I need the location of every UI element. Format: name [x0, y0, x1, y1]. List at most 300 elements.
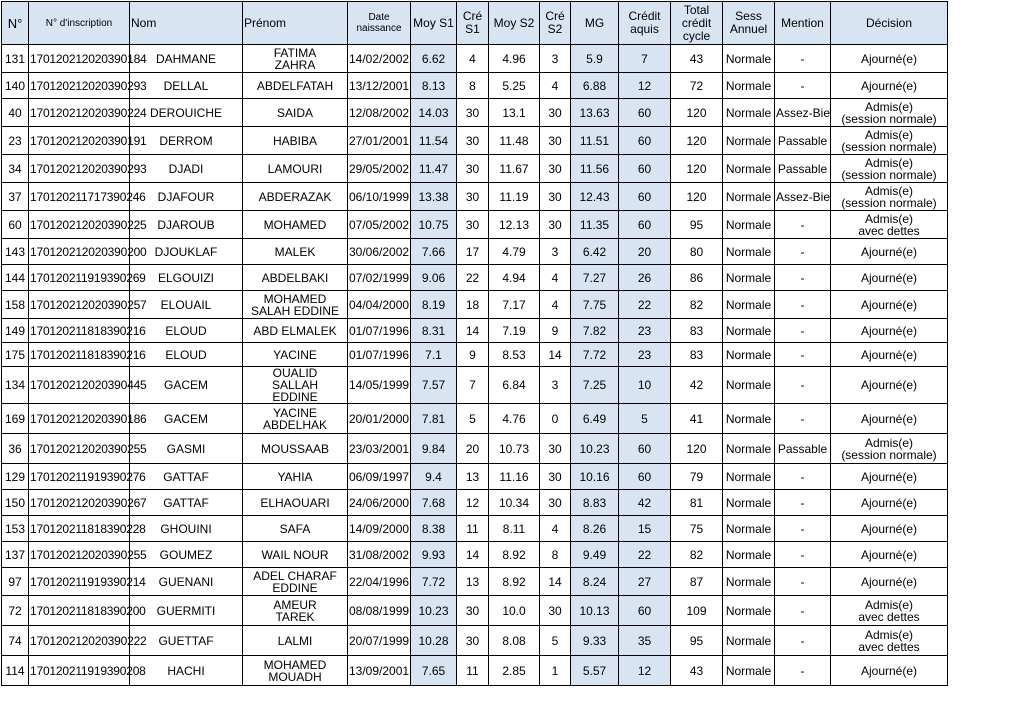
- cell-inscription: 170120212020390184: [29, 45, 130, 73]
- cell-num: 149: [2, 319, 29, 343]
- cell-prenom-line: ABDELBAKI: [261, 270, 329, 285]
- cell-moy-s1: 11.54: [411, 127, 457, 155]
- cell-cre-s1: 20: [457, 434, 489, 464]
- cell-credit-acquis: 42: [619, 490, 671, 516]
- cell-mg: 7.72: [571, 343, 619, 367]
- cell-credit-acquis: 27: [619, 568, 671, 596]
- cell-mention: Passable: [775, 434, 831, 464]
- cell-moy-s1: 7.68: [411, 490, 457, 516]
- cell-prenom-line: LALMI: [277, 633, 313, 648]
- cell-inscription: 170120212020390200: [29, 239, 130, 265]
- cell-nom: GACEM: [130, 404, 243, 434]
- cell-prenom-line: WAIL NOUR: [261, 547, 329, 562]
- cell-decision: [831, 319, 948, 343]
- cell-prenom-line: OUALID: [272, 366, 318, 380]
- cell-moy-s2: 11.16: [489, 464, 540, 490]
- cell-prenom: [243, 434, 348, 464]
- cell-session: Normale: [723, 404, 775, 434]
- cell-dob: 20/01/2000: [348, 404, 411, 434]
- cell-nom: DEROUICHE: [130, 99, 243, 127]
- cell-moy-s1: 7.57: [411, 367, 457, 404]
- cell-moy-s2: 10.34: [489, 490, 540, 516]
- cell-credit-acquis: 60: [619, 99, 671, 127]
- cell-total-credit: 75: [671, 516, 723, 542]
- table-row: [2, 319, 948, 343]
- cell-total-credit: 95: [671, 626, 723, 656]
- cell-mg: 9.49: [571, 542, 619, 568]
- cell-num: 134: [2, 367, 29, 404]
- cell-decision-line: Admis(e): [864, 435, 913, 450]
- cell-num: 34: [2, 155, 29, 183]
- cell-cre-s2: 5: [540, 626, 571, 656]
- cell-moy-s1: 10.75: [411, 211, 457, 239]
- cell-cre-s1: 7: [457, 367, 489, 404]
- cell-nom: GOUMEZ: [130, 542, 243, 568]
- cell-moy-s2: 8.11: [489, 516, 540, 542]
- cell-credit-acquis: 60: [619, 464, 671, 490]
- cell-mention: -: [775, 343, 831, 367]
- table-row: [2, 211, 948, 239]
- cell-cre-s2: 3: [540, 367, 571, 404]
- cell-session: Normale: [723, 343, 775, 367]
- cell-cre-s1: 30: [457, 155, 489, 183]
- cell-moy-s2: 12.13: [489, 211, 540, 239]
- cell-nom: ELOUAIL: [130, 291, 243, 319]
- table-row: [2, 464, 948, 490]
- cell-prenom-line: ABDELHAK: [262, 417, 328, 432]
- table-row: [2, 596, 948, 626]
- cell-mention: -: [775, 596, 831, 626]
- cell-prenom-line: ABDELFATAH: [256, 78, 334, 93]
- table-row: [2, 265, 948, 291]
- cell-decision-line: Ajourné(e): [860, 574, 918, 589]
- cell-nom: ELOUD: [130, 343, 243, 367]
- cell-decision: [831, 127, 948, 155]
- cell-decision: [831, 542, 948, 568]
- cell-decision: [831, 490, 948, 516]
- cell-total-credit: 120: [671, 155, 723, 183]
- cell-mg: 8.83: [571, 490, 619, 516]
- cell-session: Normale: [723, 367, 775, 404]
- cell-dob: 04/04/2000: [348, 291, 411, 319]
- cell-credit-acquis: 20: [619, 239, 671, 265]
- cell-session: Normale: [723, 211, 775, 239]
- cell-moy-s2: 4.76: [489, 404, 540, 434]
- cell-decision: [831, 656, 948, 686]
- cell-credit-acquis: 26: [619, 265, 671, 291]
- cell-inscription: 170120211919390269: [29, 265, 130, 291]
- cell-decision: [831, 155, 948, 183]
- cell-decision-line: Ajourné(e): [860, 347, 918, 362]
- cell-decision-line: Ajourné(e): [860, 51, 918, 66]
- cell-moy-s2: 7.17: [489, 291, 540, 319]
- cell-nom: GHOUINI: [130, 516, 243, 542]
- cell-moy-s2: 10.73: [489, 434, 540, 464]
- cell-credit-acquis: 35: [619, 626, 671, 656]
- cell-cre-s2: 1: [540, 656, 571, 686]
- col-credit-acquis-header: Crédit aquis: [619, 2, 671, 45]
- cell-moy-s1: 7.66: [411, 239, 457, 265]
- cell-prenom: [243, 265, 348, 291]
- col-moy-s1-header: Moy S1: [411, 2, 457, 45]
- cell-mention: Passable: [775, 155, 831, 183]
- cell-decision: [831, 516, 948, 542]
- cell-cre-s1: 4: [457, 45, 489, 73]
- cell-total-credit: 109: [671, 596, 723, 626]
- cell-session: Normale: [723, 45, 775, 73]
- cell-prenom: [243, 516, 348, 542]
- cell-mention: -: [775, 319, 831, 343]
- cell-cre-s1: 18: [457, 291, 489, 319]
- cell-mg: 10.16: [571, 464, 619, 490]
- cell-num: 40: [2, 99, 29, 127]
- cell-moy-s2: 8.08: [489, 626, 540, 656]
- table-row: [2, 490, 948, 516]
- cell-moy-s2: 4.96: [489, 45, 540, 73]
- cell-session: Normale: [723, 626, 775, 656]
- cell-decision: [831, 265, 948, 291]
- cell-mg: 5.57: [571, 656, 619, 686]
- cell-num: 97: [2, 568, 29, 596]
- cell-prenom-line: SAFA: [279, 521, 311, 536]
- cell-prenom-line: ZAHRA: [274, 57, 316, 72]
- cell-nom: HACHI: [130, 656, 243, 686]
- cell-inscription: 170120211919390214: [29, 568, 130, 596]
- cell-prenom-line: HABIBA: [272, 133, 317, 148]
- cell-session: Normale: [723, 490, 775, 516]
- cell-decision-line: Ajourné(e): [860, 323, 918, 338]
- cell-prenom: [243, 596, 348, 626]
- cell-dob: 23/03/2001: [348, 434, 411, 464]
- cell-inscription: 170120212020390267: [29, 490, 130, 516]
- cell-num: 140: [2, 73, 29, 99]
- cell-mg: 11.35: [571, 211, 619, 239]
- cell-moy-s1: 7.1: [411, 343, 457, 367]
- cell-mg: 10.13: [571, 596, 619, 626]
- table-row: [2, 45, 948, 73]
- cell-moy-s2: 4.79: [489, 239, 540, 265]
- cell-mention: Passable: [775, 127, 831, 155]
- cell-nom: GASMI: [130, 434, 243, 464]
- table-row: [2, 73, 948, 99]
- cell-moy-s1: 10.28: [411, 626, 457, 656]
- cell-prenom-line: SALLAH: [271, 378, 319, 392]
- cell-decision-line: Admis(e): [864, 183, 913, 198]
- cell-session: Normale: [723, 596, 775, 626]
- cell-dob: 06/10/1999: [348, 183, 411, 211]
- table-row: [2, 155, 948, 183]
- cell-prenom-line: MOUSSAAB: [260, 441, 329, 456]
- cell-decision-line: Ajourné(e): [860, 469, 918, 484]
- cell-decision: [831, 568, 948, 596]
- cell-cre-s2: 14: [540, 343, 571, 367]
- cell-session: Normale: [723, 516, 775, 542]
- cell-nom: GUENANI: [130, 568, 243, 596]
- cell-decision-line: (session normale): [841, 167, 937, 182]
- cell-decision: [831, 291, 948, 319]
- cell-prenom-line: ELHAOUARI: [260, 495, 330, 510]
- cell-cre-s1: 9: [457, 343, 489, 367]
- cell-dob: 14/09/2000: [348, 516, 411, 542]
- cell-num: 158: [2, 291, 29, 319]
- cell-num: 74: [2, 626, 29, 656]
- cell-inscription: 170120211818390216: [29, 343, 130, 367]
- cell-credit-acquis: 60: [619, 211, 671, 239]
- cell-inscription: 170120212020390293: [29, 155, 130, 183]
- cell-mg: 7.27: [571, 265, 619, 291]
- cell-inscription: 170120212020390186: [29, 404, 130, 434]
- cell-credit-acquis: 5: [619, 404, 671, 434]
- cell-mg: 9.33: [571, 626, 619, 656]
- cell-num: 150: [2, 490, 29, 516]
- cell-moy-s1: 7.81: [411, 404, 457, 434]
- table-row: [2, 404, 948, 434]
- cell-decision-line: Ajourné(e): [860, 270, 918, 285]
- cell-mention: -: [775, 568, 831, 596]
- cell-dob: 07/05/2002: [348, 211, 411, 239]
- cell-decision-line: Ajourné(e): [860, 78, 918, 93]
- cell-prenom-line: MALEK: [274, 244, 316, 259]
- cell-decision-line: Admis(e): [864, 627, 913, 642]
- cell-mention: -: [775, 265, 831, 291]
- cell-prenom-line: MOHAMED: [263, 291, 327, 306]
- cell-moy-s1: 9.06: [411, 265, 457, 291]
- cell-num: 60: [2, 211, 29, 239]
- cell-decision: [831, 367, 948, 404]
- cell-total-credit: 82: [671, 291, 723, 319]
- cell-session: Normale: [723, 73, 775, 99]
- cell-moy-s2: 8.92: [489, 542, 540, 568]
- cell-decision-line: (session normale): [841, 447, 937, 462]
- cell-prenom: [243, 490, 348, 516]
- cell-decision-line: avec dettes: [858, 223, 920, 238]
- cell-total-credit: 43: [671, 656, 723, 686]
- cell-num: 153: [2, 516, 29, 542]
- cell-inscription: 170120212020390224: [29, 99, 130, 127]
- cell-credit-acquis: 23: [619, 319, 671, 343]
- cell-session: Normale: [723, 239, 775, 265]
- cell-num: 114: [2, 656, 29, 686]
- cell-inscription: 170120211919390276: [29, 464, 130, 490]
- cell-credit-acquis: 12: [619, 656, 671, 686]
- cell-prenom: [243, 464, 348, 490]
- table-row: [2, 367, 948, 404]
- cell-dob: 14/05/1999: [348, 367, 411, 404]
- cell-cre-s1: 30: [457, 626, 489, 656]
- cell-session: Normale: [723, 99, 775, 127]
- cell-decision-line: (session normale): [841, 111, 937, 126]
- cell-moy-s1: 7.72: [411, 568, 457, 596]
- cell-cre-s2: 30: [540, 155, 571, 183]
- cell-decision-line: Ajourné(e): [860, 244, 918, 259]
- cell-mg: 7.25: [571, 367, 619, 404]
- cell-cre-s2: 4: [540, 73, 571, 99]
- cell-cre-s1: 11: [457, 516, 489, 542]
- cell-cre-s1: 8: [457, 73, 489, 99]
- cell-session: Normale: [723, 464, 775, 490]
- cell-prenom: [243, 99, 348, 127]
- cell-cre-s2: 4: [540, 291, 571, 319]
- cell-mention: Assez-Bie: [775, 99, 831, 127]
- cell-prenom-line: ABD ELMALEK: [253, 323, 337, 338]
- cell-credit-acquis: 23: [619, 343, 671, 367]
- cell-prenom: [243, 404, 348, 434]
- cell-inscription: 170120212020390255: [29, 542, 130, 568]
- cell-prenom-line: LAMOURI: [267, 161, 323, 176]
- cell-inscription: 170120211818390200: [29, 596, 130, 626]
- cell-dob: 06/09/1997: [348, 464, 411, 490]
- cell-cre-s1: 17: [457, 239, 489, 265]
- cell-credit-acquis: 10: [619, 367, 671, 404]
- cell-total-credit: 80: [671, 239, 723, 265]
- cell-credit-acquis: 60: [619, 596, 671, 626]
- cell-mention: -: [775, 490, 831, 516]
- cell-total-credit: 42: [671, 367, 723, 404]
- cell-total-credit: 83: [671, 319, 723, 343]
- cell-credit-acquis: 12: [619, 73, 671, 99]
- results-table: [1, 1, 948, 686]
- cell-num: 144: [2, 265, 29, 291]
- cell-nom: DAHMANE: [130, 45, 243, 73]
- cell-inscription: 170120212020390255: [29, 434, 130, 464]
- cell-total-credit: 41: [671, 404, 723, 434]
- table-row: [2, 516, 948, 542]
- cell-moy-s2: 11.19: [489, 183, 540, 211]
- table-row: [2, 239, 948, 265]
- cell-moy-s2: 8.53: [489, 343, 540, 367]
- cell-decision-line: (session normale): [841, 139, 937, 154]
- cell-session: Normale: [723, 291, 775, 319]
- cell-mg: 7.82: [571, 319, 619, 343]
- cell-dob: 30/06/2002: [348, 239, 411, 265]
- col-moy-s2-header: Moy S2: [489, 2, 540, 45]
- col-mention-header: Mention: [775, 2, 831, 45]
- cell-num: 129: [2, 464, 29, 490]
- cell-mention: -: [775, 45, 831, 73]
- cell-decision-line: Ajourné(e): [860, 495, 918, 510]
- cell-decision-line: Ajourné(e): [860, 378, 918, 392]
- cell-cre-s1: 13: [457, 568, 489, 596]
- cell-nom: ELGOUIZI: [130, 265, 243, 291]
- cell-nom: DJAROUB: [130, 211, 243, 239]
- cell-cre-s2: 30: [540, 596, 571, 626]
- cell-moy-s2: 7.19: [489, 319, 540, 343]
- cell-prenom-line: EDDINE: [272, 580, 318, 595]
- cell-dob: 08/08/1999: [348, 596, 411, 626]
- col-prenom-header: Prénom: [243, 2, 348, 45]
- cell-prenom: [243, 155, 348, 183]
- cell-decision: [831, 464, 948, 490]
- cell-mg: 6.49: [571, 404, 619, 434]
- col-decision-header: Décision: [831, 2, 948, 45]
- cell-moy-s1: 8.19: [411, 291, 457, 319]
- cell-cre-s1: 13: [457, 464, 489, 490]
- cell-moy-s1: 9.84: [411, 434, 457, 464]
- cell-prenom: [243, 343, 348, 367]
- cell-moy-s1: 11.47: [411, 155, 457, 183]
- cell-moy-s1: 8.13: [411, 73, 457, 99]
- cell-decision: [831, 183, 948, 211]
- cell-credit-acquis: 22: [619, 291, 671, 319]
- cell-credit-acquis: 15: [619, 516, 671, 542]
- table-row: [2, 99, 948, 127]
- table-row: [2, 626, 948, 656]
- cell-moy-s1: 13.38: [411, 183, 457, 211]
- cell-prenom-line: AMEUR: [273, 597, 317, 612]
- table-row: [2, 183, 948, 211]
- cell-total-credit: 120: [671, 99, 723, 127]
- cell-decision-line: Ajourné(e): [860, 521, 918, 536]
- cell-moy-s1: 6.62: [411, 45, 457, 73]
- cell-decision-line: Admis(e): [864, 155, 913, 170]
- cell-dob: 13/12/2001: [348, 73, 411, 99]
- cell-mention: -: [775, 626, 831, 656]
- cell-decision-line: (session normale): [841, 195, 937, 210]
- cell-session: Normale: [723, 568, 775, 596]
- cell-decision: [831, 73, 948, 99]
- cell-moy-s1: 8.38: [411, 516, 457, 542]
- cell-session: Normale: [723, 434, 775, 464]
- cell-nom: ELOUD: [130, 319, 243, 343]
- cell-decision-line: Ajourné(e): [860, 411, 918, 426]
- cell-moy-s2: 13.1: [489, 99, 540, 127]
- cell-session: Normale: [723, 265, 775, 291]
- cell-moy-s1: 10.23: [411, 596, 457, 626]
- cell-num: 143: [2, 239, 29, 265]
- cell-moy-s2: 5.25: [489, 73, 540, 99]
- cell-prenom-line: ADEL CHARAF: [253, 568, 337, 583]
- header-row: [2, 2, 948, 45]
- cell-cre-s2: 3: [540, 239, 571, 265]
- cell-inscription: 170120212020390293: [29, 73, 130, 99]
- cell-mention: -: [775, 404, 831, 434]
- cell-mention: -: [775, 211, 831, 239]
- cell-dob: 22/04/1996: [348, 568, 411, 596]
- cell-prenom: [243, 73, 348, 99]
- cell-inscription: 170120211919390208: [29, 656, 130, 686]
- cell-total-credit: 83: [671, 343, 723, 367]
- table-row: [2, 343, 948, 367]
- cell-inscription: 170120212020390257: [29, 291, 130, 319]
- cell-prenom: [243, 367, 348, 404]
- cell-dob: 14/02/2002: [348, 45, 411, 73]
- cell-session: Normale: [723, 542, 775, 568]
- cell-nom: GATTAF: [130, 490, 243, 516]
- cell-decision: [831, 99, 948, 127]
- cell-mg: 7.75: [571, 291, 619, 319]
- cell-dob: 31/08/2002: [348, 542, 411, 568]
- cell-decision-line: Ajourné(e): [860, 297, 918, 312]
- col-session-header: Sess Annuel: [723, 2, 775, 45]
- cell-num: 37: [2, 183, 29, 211]
- cell-cre-s2: 30: [540, 490, 571, 516]
- cell-cre-s2: 30: [540, 434, 571, 464]
- cell-prenom-line: YAHIA: [277, 469, 313, 484]
- cell-mg: 12.43: [571, 183, 619, 211]
- cell-total-credit: 120: [671, 183, 723, 211]
- cell-mg: 11.51: [571, 127, 619, 155]
- cell-moy-s1: 14.03: [411, 99, 457, 127]
- cell-nom: DJOUKLAF: [130, 239, 243, 265]
- cell-num: 175: [2, 343, 29, 367]
- cell-mg: 11.56: [571, 155, 619, 183]
- cell-num: 36: [2, 434, 29, 464]
- table-row: [2, 127, 948, 155]
- cell-credit-acquis: 7: [619, 45, 671, 73]
- cell-mg: 8.26: [571, 516, 619, 542]
- cell-inscription: 170120212020390225: [29, 211, 130, 239]
- cell-total-credit: 82: [671, 542, 723, 568]
